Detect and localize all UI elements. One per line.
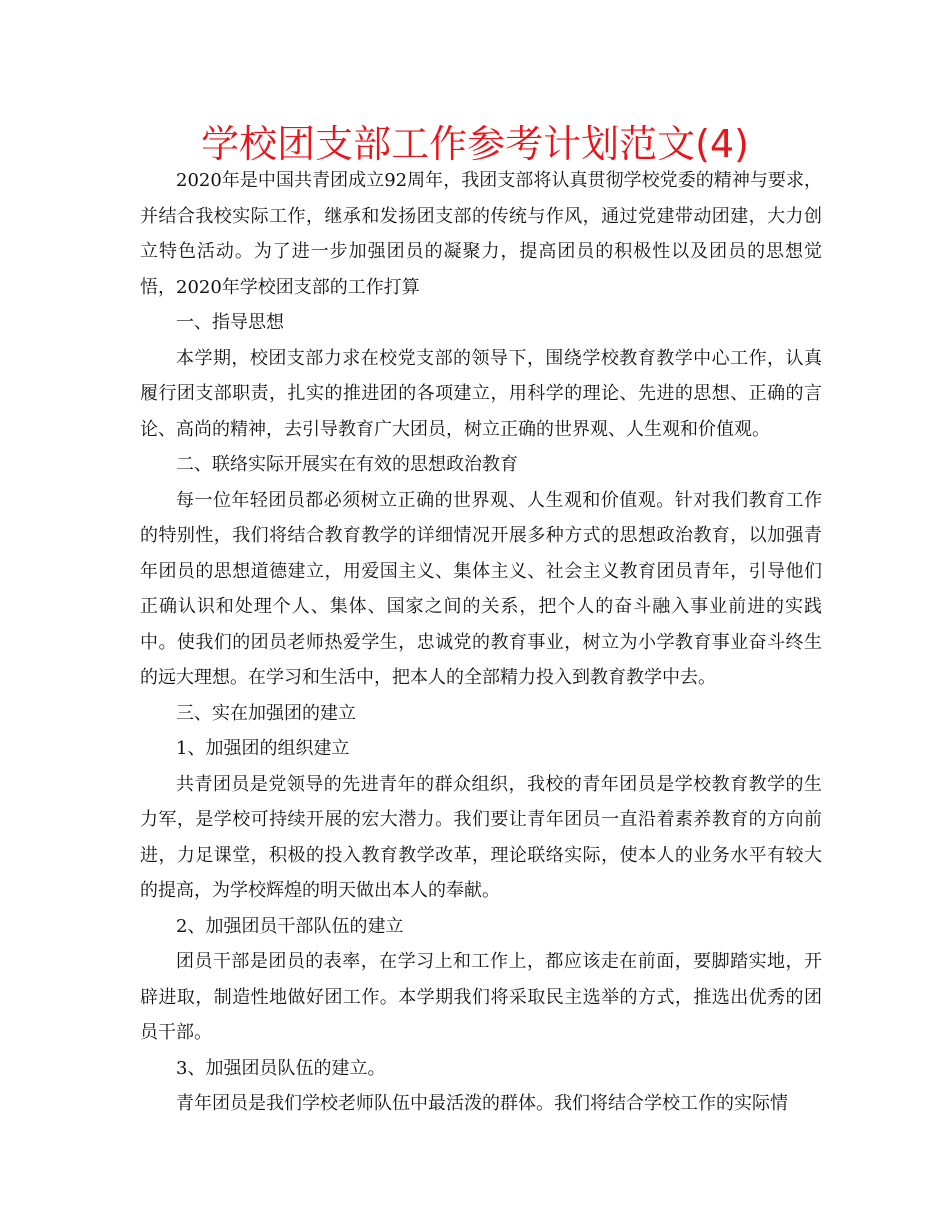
section-heading: 一、指导思想 [176, 312, 284, 333]
paragraph: 本学期，校团支部力求在校党支部的领导下，围绕学校教育教学中心工作，认真履行团支部职责，扎实的推进团的各项建立，用科学的理论、先进的思想、正确的言论、高尚的精神，去引导教育广大团员，树立正确的世界观、人生观和价值观。 [140, 347, 822, 440]
subsection-heading: 2、加强团员干部队伍的建立 [176, 915, 404, 937]
subsection-heading: 1、加强团的组织建立 [176, 738, 350, 759]
paragraph: 团员干部是团员的表率，在学习上和工作上，都应该走在前面，要脚踏实地，开辟进取，制造性地做好团工作。本学期我们将采取民主选举的方式，推选出优秀的团员干部。 [140, 951, 822, 1043]
document-body [140, 163, 822, 1122]
paragraph: 青年团员是我们学校老师队伍中最活泼的群体。我们将结合学校工作的实际情 [176, 1093, 788, 1114]
paragraph: 每一位年轻团员都必须树立正确的世界观、人生观和价值观。针对我们教育工作的特别性，我们将结合教育教学的详细情况开展多种方式的思想政治教育，以加强青年团员的思想道德建立，用爱国主义、集体主义、社会主义教育团员青年，引导他们正确认识和处理个人、集体、国家之间的关系，把个人的奋斗融入事业前进的实践中。使我们的团员老师热爱学生，忠诚党的教育事业，树立为小学教育事业奋斗终生的远大理想。在学习和生活中，把本人的全部精力投入到教育教学中去。 [140, 489, 822, 688]
paragraph: 共青团员是党领导的先进青年的群众组织，我校的青年团员是学校教育教学的生力军，是学校可持续开展的宏大潜力。我们要让青年团员一直沿着素养教育的方向前进，力足课堂，积极的投入教育教学改革，理论联络实际，使本人的业务水平有较大的提高，为学校辉煌的明天做出本人的奉献。 [140, 773, 822, 901]
document-title: 学校团支部工作参考计划范文(4) [201, 122, 749, 166]
paragraph: 2020年是中国共青团成立92周年，我团支部将认真贯彻学校党委的精神与要求，并结合我校实际工作，继承和发扬团支部的传统与作风，通过党建带动团建，大力创立特色活动。为了进一步加强团员的凝聚力，提高团员的积极性以及团员的思想觉悟，2020年学校团支部的工作打算 [140, 170, 822, 298]
subsection-heading: 3、加强团员队伍的建立。 [176, 1057, 386, 1079]
section-heading: 三、实在加强团的建立 [176, 702, 356, 724]
section-heading: 二、联络实际开展实在有效的思想政治教育 [176, 454, 518, 475]
